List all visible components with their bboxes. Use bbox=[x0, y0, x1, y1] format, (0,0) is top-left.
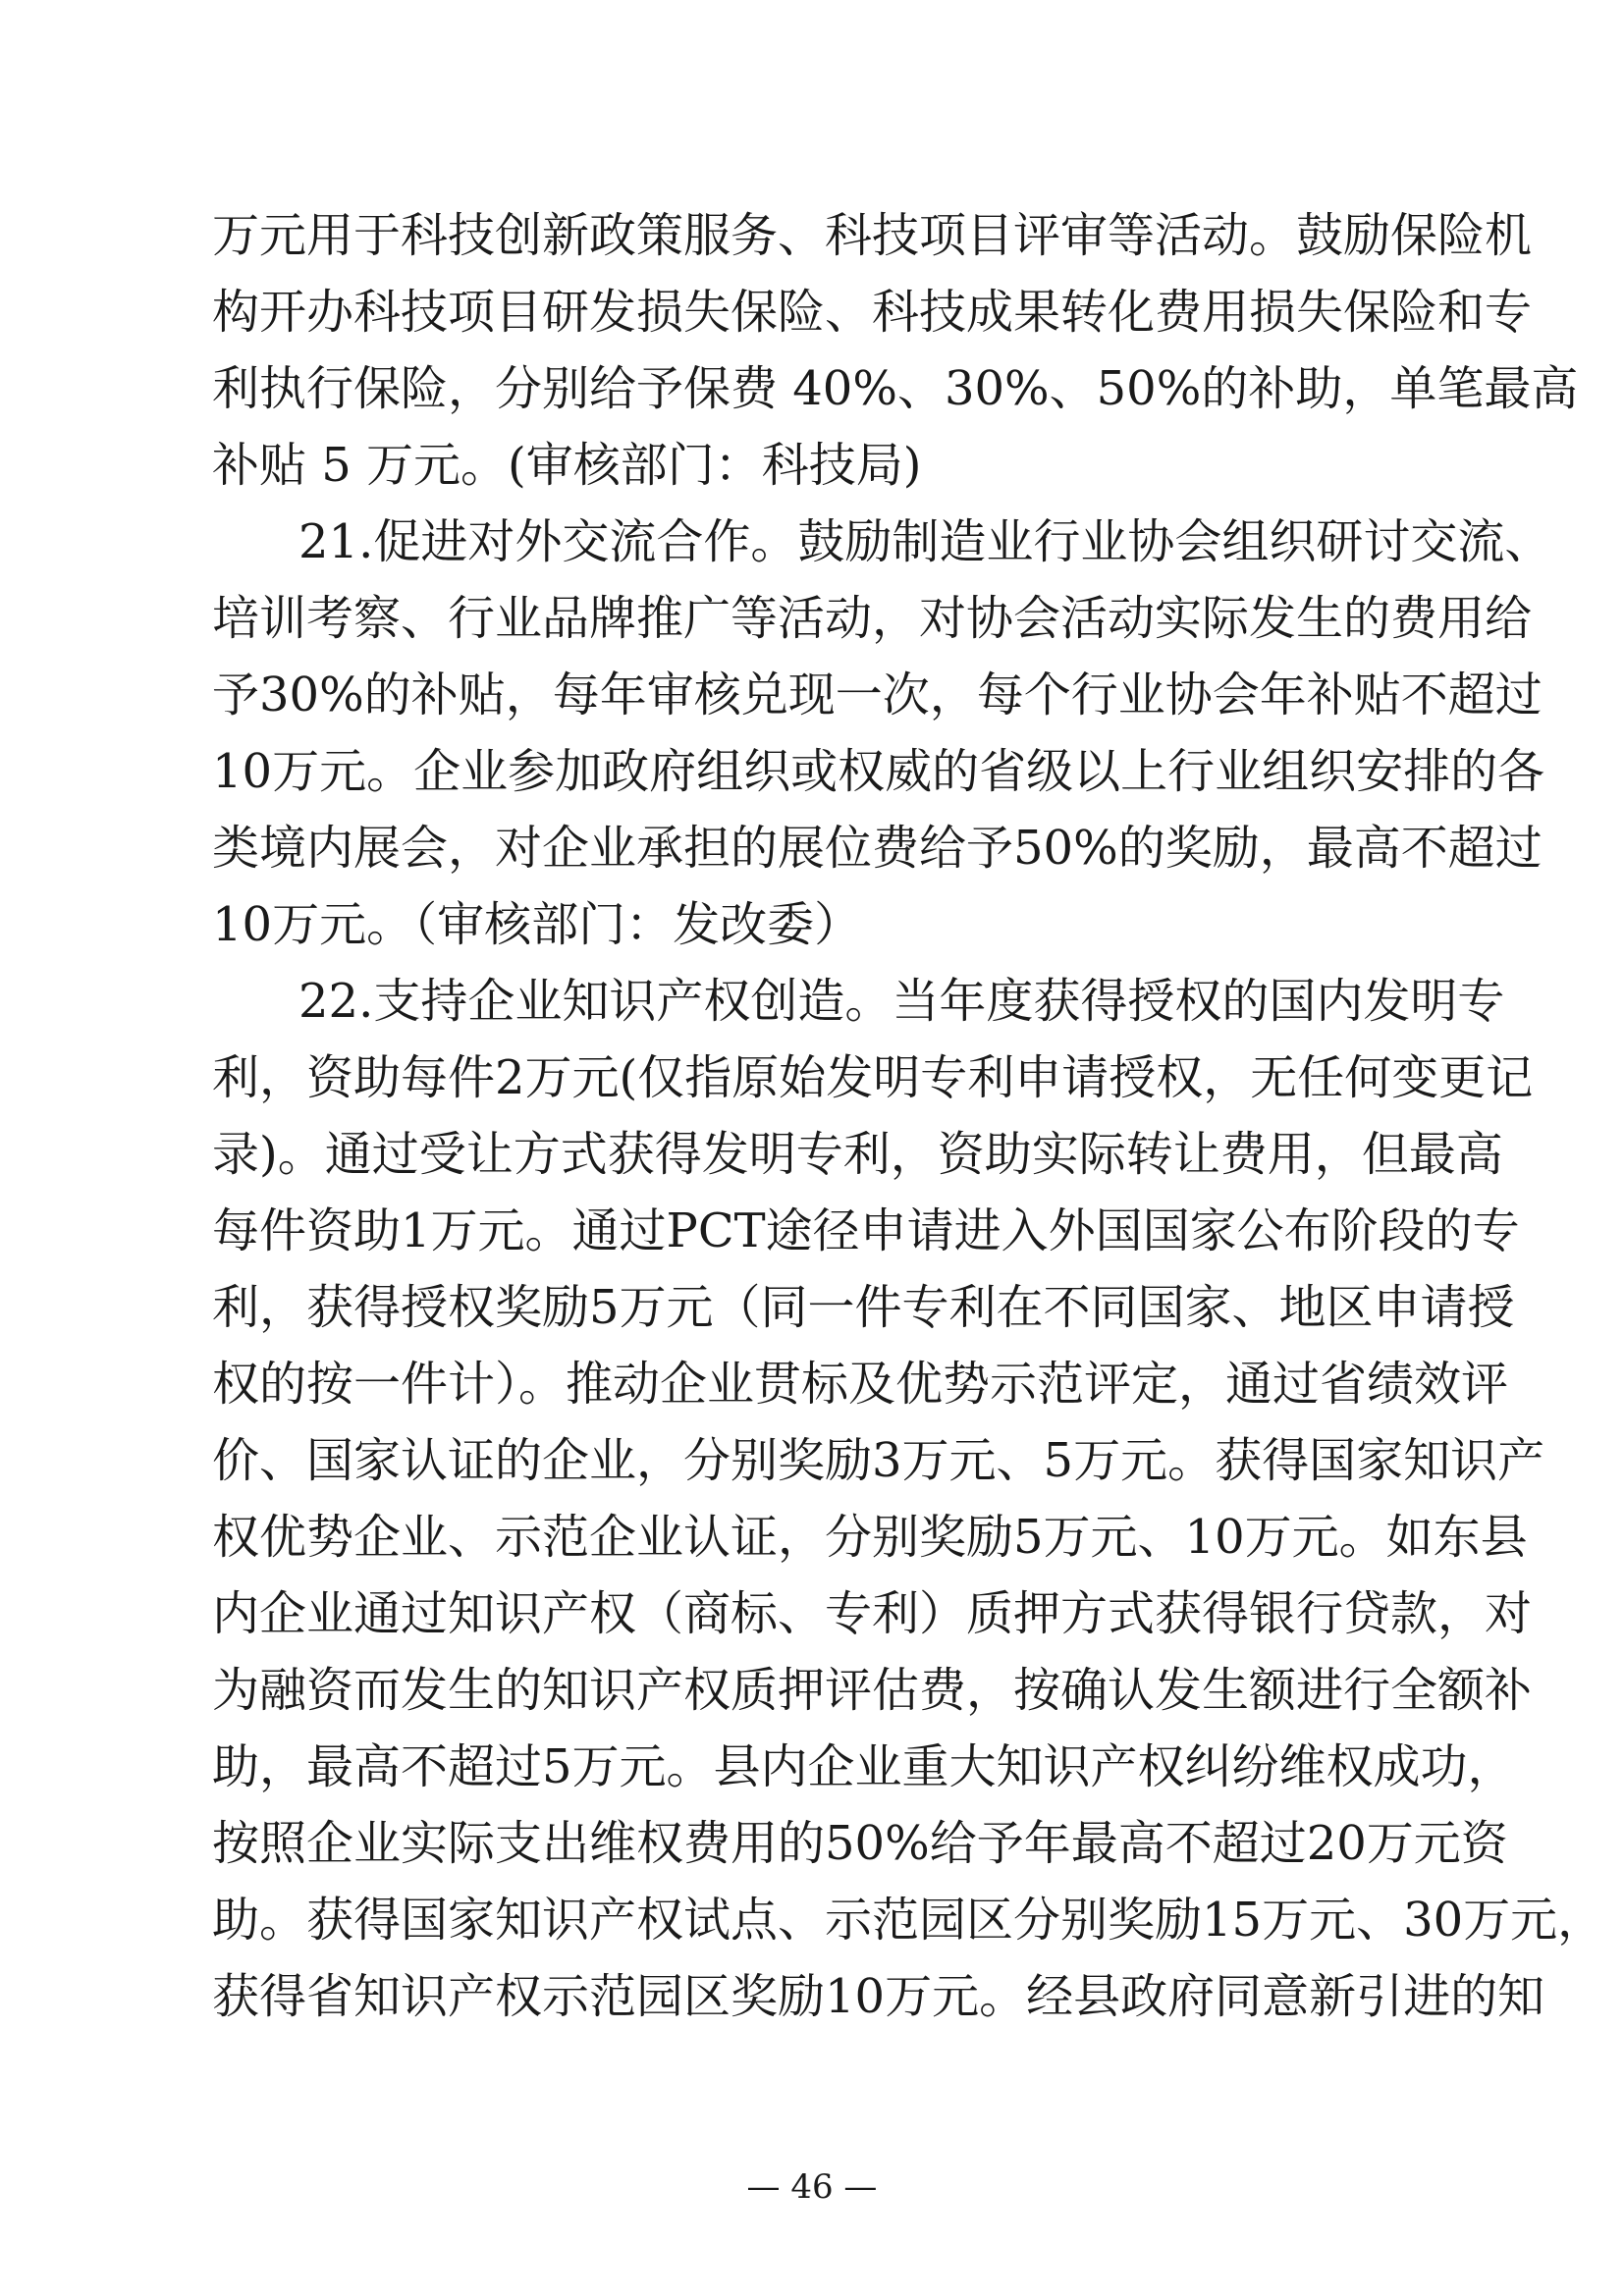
paragraph-line: 获得省知识产权示范园区奖励10万元。经县政府同意新引进的知 bbox=[212, 1969, 1545, 2024]
paragraph-line: 21.促进对外交流合作。鼓励制造业行业协会组织研讨交流、 bbox=[298, 514, 1552, 569]
paragraph-line: 助。获得国家知识产权试点、示范园区分别奖励15万元、30万元， bbox=[212, 1893, 1605, 1948]
paragraph-line: 构开办科技项目研发损失保险、科技成果转化费用损失保险和专 bbox=[212, 285, 1533, 340]
paragraph-line: 补贴 5 万元。(审核部门：科技局) bbox=[212, 438, 922, 493]
paragraph-line: 助，最高不超过5万元。县内企业重大知识产权纠纷维权成功， bbox=[212, 1739, 1515, 1794]
paragraph-line: 10万元。（审核部门：发改委） bbox=[212, 897, 862, 952]
paragraph-line: 22.支持企业知识产权创造。当年度获得授权的国内发明专 bbox=[298, 974, 1505, 1029]
paragraph-line: 类境内展会，对企业承担的展位费给予50%的奖励，最高不超过 bbox=[212, 821, 1543, 876]
paragraph-line: 培训考察、行业品牌推广等活动，对协会活动实际发生的费用给 bbox=[212, 591, 1533, 646]
paragraph-line: 万元用于科技创新政策服务、科技项目评审等活动。鼓励保险机 bbox=[212, 208, 1533, 263]
paragraph-line: 权的按一件计）。推动企业贯标及优势示范评定，通过省绩效评 bbox=[212, 1357, 1509, 1412]
paragraph-line: 内企业通过知识产权（商标、专利）质押方式获得银行贷款，对 bbox=[212, 1586, 1533, 1641]
paragraph-line: 利，资助每件2万元(仅指原始发明专利申请授权，无任何变更记 bbox=[212, 1050, 1534, 1105]
paragraph-line: 予30%的补贴，每年审核兑现一次，每个行业协会年补贴不超过 bbox=[212, 667, 1543, 722]
paragraph-line: 每件资助1万元。通过PCT途径申请进入外国国家公布阶段的专 bbox=[212, 1203, 1520, 1258]
paragraph-line: 利，获得授权奖励5万元（同一件专利在不同国家、地区申请授 bbox=[212, 1280, 1515, 1335]
paragraph-line: 按照企业实际支出维权费用的50%给予年最高不超过20万元资 bbox=[212, 1816, 1508, 1871]
paragraph-line: 录)。通过受让方式获得发明专利，资助实际转让费用，但最高 bbox=[212, 1127, 1503, 1182]
paragraph-line: 权优势企业、示范企业认证，分别奖励5万元、10万元。如东县 bbox=[212, 1510, 1528, 1565]
page-number: — 46 — bbox=[746, 2167, 878, 2207]
paragraph-line: 为融资而发生的知识产权质押评估费，按确认发生额进行全额补 bbox=[212, 1663, 1533, 1718]
paragraph-line: 价、国家认证的企业，分别奖励3万元、5万元。获得国家知识产 bbox=[212, 1433, 1545, 1488]
paragraph-line: 10万元。企业参加政府组织或权威的省级以上行业组织安排的各 bbox=[212, 744, 1545, 799]
paragraph-line: 利执行保险，分别给予保费 40%、30%、50%的补助，单笔最高 bbox=[212, 361, 1579, 416]
